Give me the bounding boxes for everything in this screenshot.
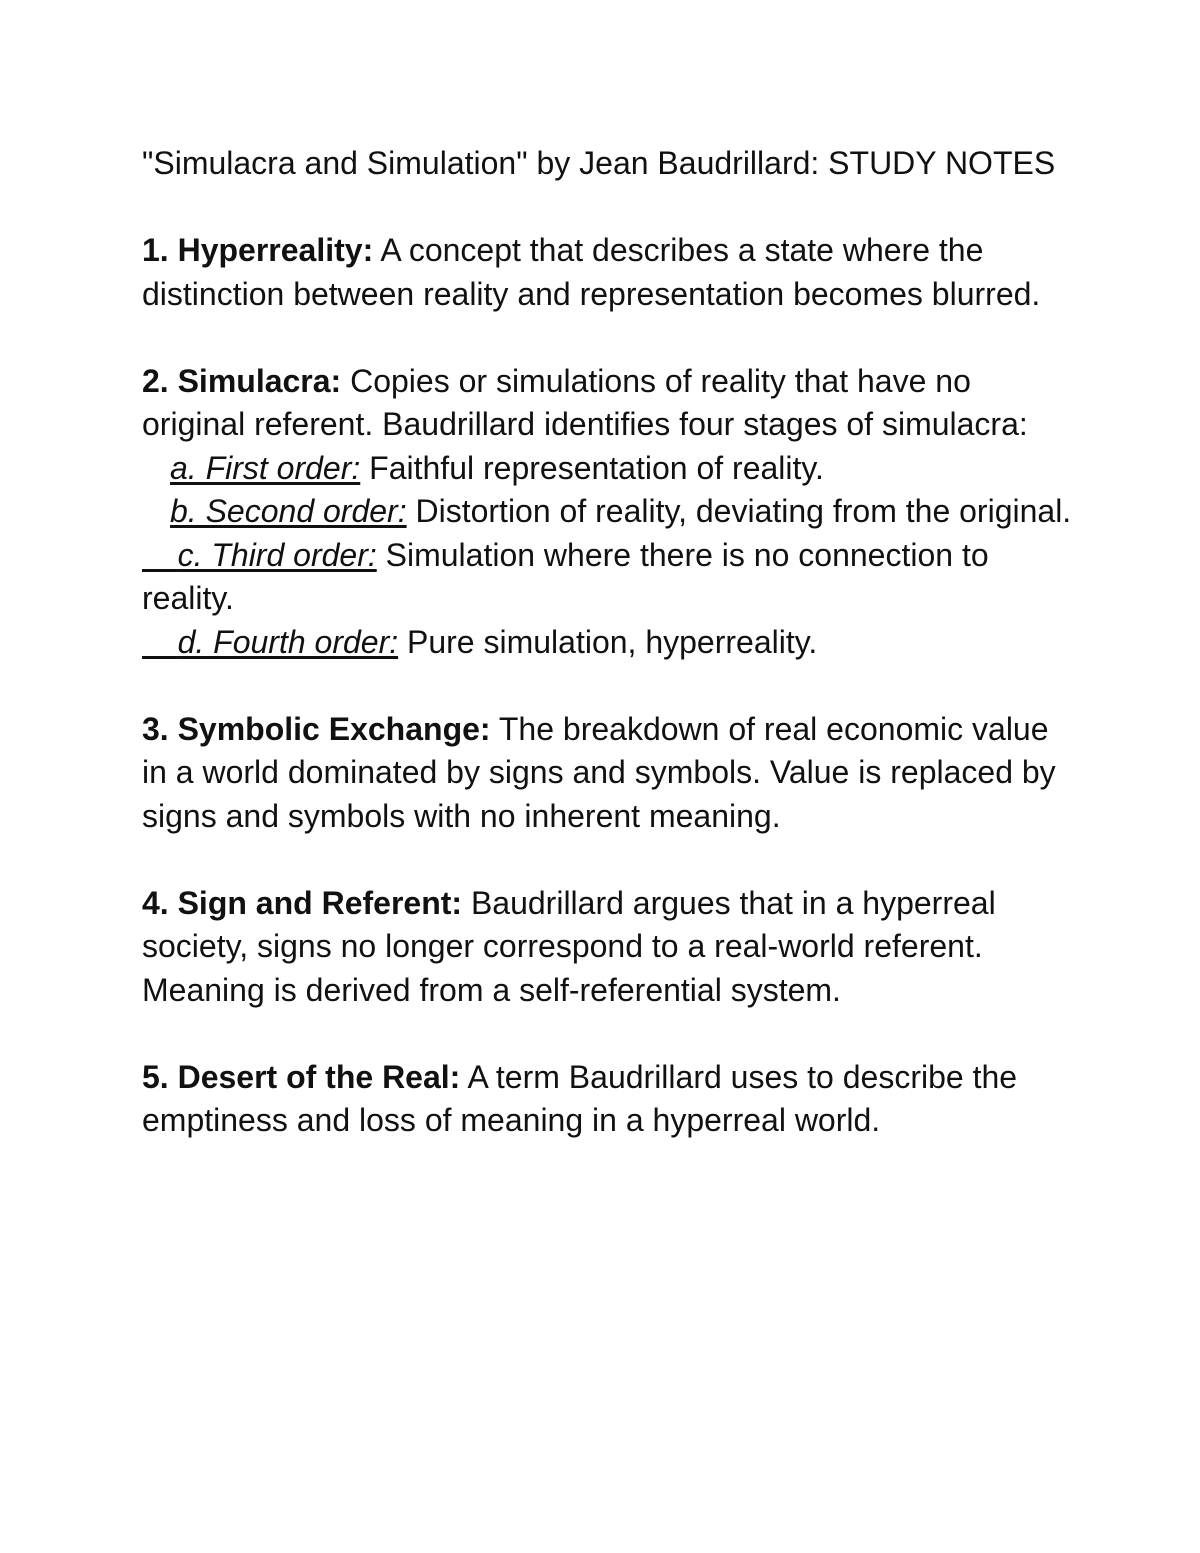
title-text: "Simulacra and Simulation" by Jean Baudrillard: STUDY NOTES [142, 145, 1056, 181]
section-term: 1. Hyperreality: [142, 232, 374, 268]
section-text: A term Baudrillard uses to describe the emptiness and loss of meaning in a hyperreal world. [142, 1058, 1018, 1138]
subitem-label-lead [142, 537, 178, 573]
subitem-text: Faithful representation of reality. [369, 449, 824, 486]
subitem-label: b. Second order: [170, 493, 407, 529]
section-hyperreality [142, 229, 1072, 316]
subitem-first-order [142, 447, 1072, 491]
section-text: The breakdown of real economic value in a world dominated by signs and symbols. Value is replaced by signs and symbols with no inherent meaning. [142, 710, 1056, 834]
subitem-third-order [142, 534, 1072, 621]
document-page [142, 142, 1072, 1186]
section-term: 5. Desert of the Real: [142, 1058, 461, 1095]
subitem-label: d. Fourth order: [177, 623, 399, 660]
subitem-label-lead [142, 624, 178, 660]
section-term: 3. Symbolic Exchange: [142, 710, 491, 747]
document-title [142, 142, 1072, 186]
section-body [142, 1056, 1072, 1143]
section-text: A concept that describes a state where the distinction between reality and representation becomes blurred. [142, 232, 1041, 312]
section-term: 4. Sign and Referent: [142, 884, 463, 921]
subitem-text: Simulation where there is no connection to reality. [142, 536, 989, 616]
section-desert-of-the-real [142, 1056, 1072, 1143]
section-symbolic-exchange [142, 708, 1072, 839]
subitem-fourth-order [142, 621, 1072, 665]
section-body [142, 708, 1072, 839]
section-body [142, 360, 1072, 447]
subitem-text: Pure simulation, hyperreality. [407, 623, 818, 660]
section-text: Baudrillard argues that in a hyperreal society, signs no longer correspond to a real-world referent. Meaning is derived from a self-referential system. [142, 884, 996, 1008]
section-sign-and-referent [142, 882, 1072, 1013]
subitem-label: c. Third order: [177, 536, 377, 573]
subitem-second-order [142, 490, 1072, 534]
section-term: 2. Simulacra: [142, 362, 342, 399]
subitem-text: Distortion of reality, deviating from the original. [415, 493, 1072, 529]
section-body [142, 882, 1072, 1013]
subitem-label: a. First order: [170, 449, 361, 486]
section-body [142, 229, 1072, 316]
section-text: Copies or simulations of reality that have no original referent. Baudrillard identifies four stages of simulacra: [142, 362, 1028, 442]
section-simulacra [142, 360, 1072, 665]
